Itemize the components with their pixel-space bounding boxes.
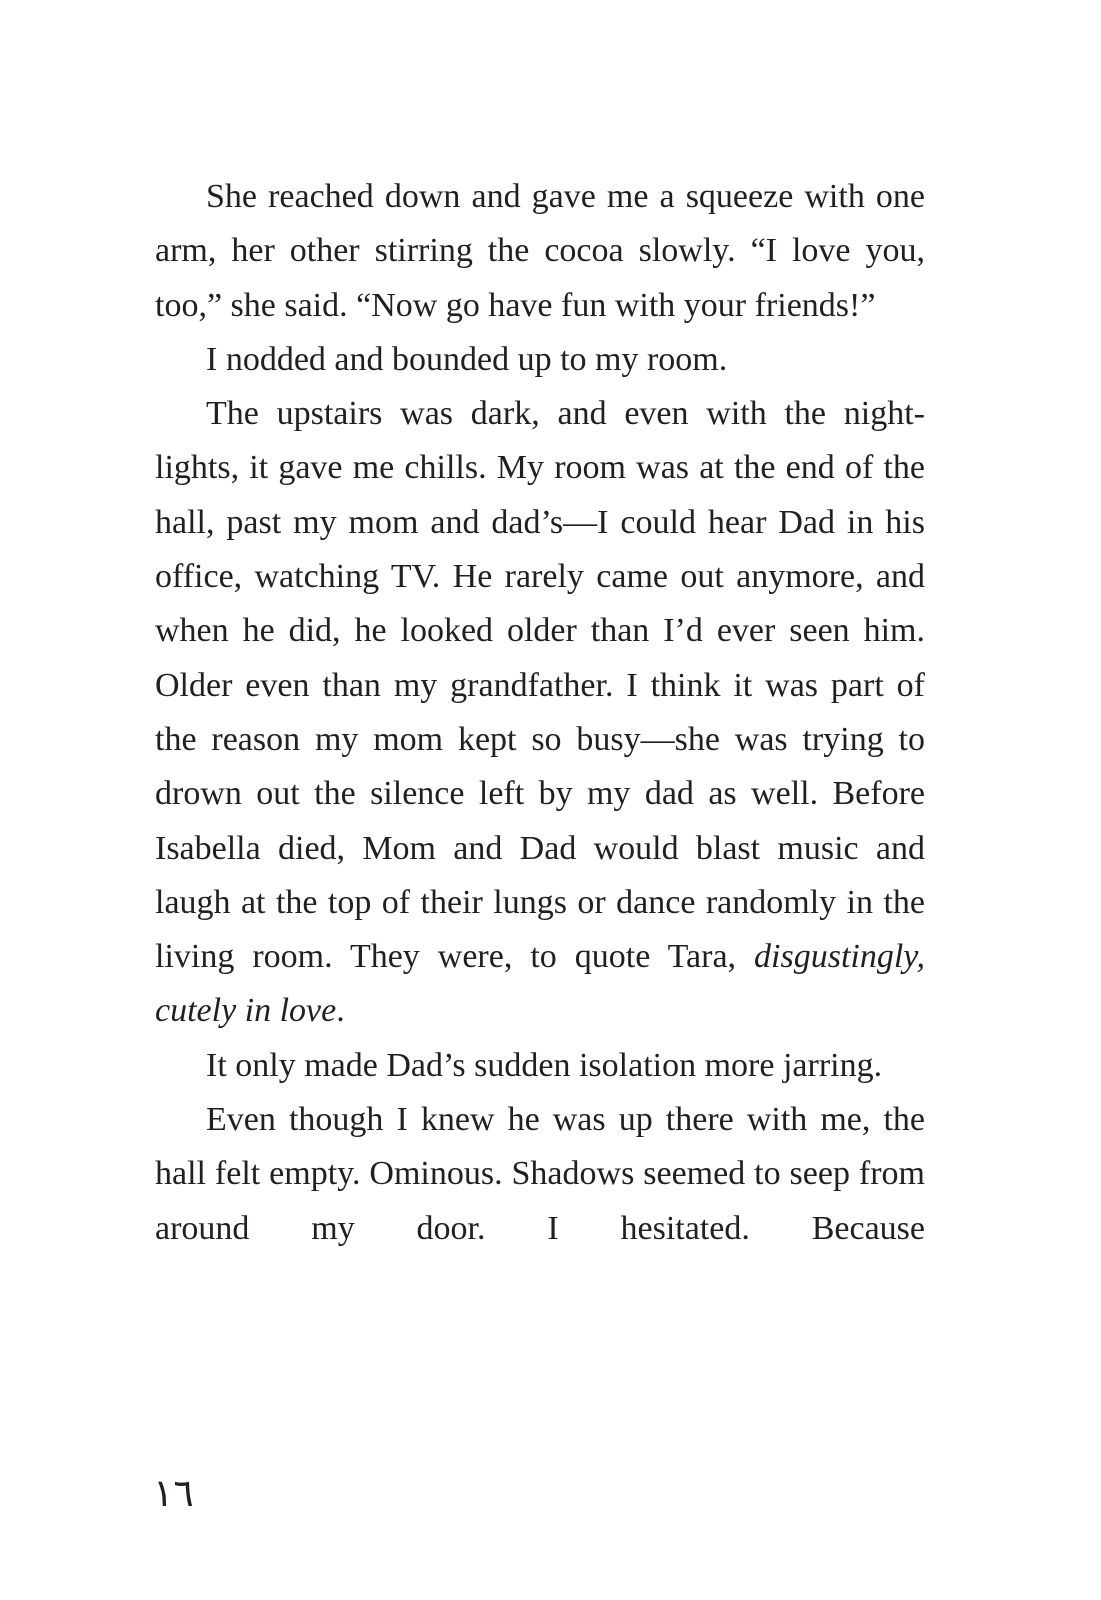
- italic-phrase: disgustingly, cutely in love: [155, 938, 925, 1030]
- page-number: ١٦: [153, 1471, 194, 1515]
- paragraph-end: .: [336, 992, 345, 1030]
- paragraph: I nodded and bounded up to my room.: [206, 340, 728, 378]
- paragraph: Even though I knew he was up there with me, the hall felt empty. Ominous. Shadows seemed to seep from around my door. I hesitated. Because: [155, 1101, 925, 1247]
- paragraph: [155, 387, 925, 1039]
- paragraph: It only made Dad’s sudden isolation more jarring.: [206, 1046, 883, 1084]
- paragraph-text: The upstairs was dark, and even with the night-lights, it gave me chills. My room was at the end of the hall, past my mom and dad’s—I could hear Dad in his office, watching TV. He rarely came out anymore, and when he did, he looked older than I’d ever seen him. Older even than my grandfather. I think it was part of the reason my mom kept so busy—she was trying to drown out the silence left by my dad as well. Before Isabella died, Mom and Dad would blast music and laugh at the top of their lungs or dance randomly in the living room. They were, to quote Tara,: [155, 395, 925, 976]
- body-text: [155, 170, 925, 1256]
- paragraph: She reached down and gave me a squeeze with one arm, her other stirring the cocoa slowly. “I love you, too,” she said. “Now go have fun with your friends!”: [155, 178, 925, 324]
